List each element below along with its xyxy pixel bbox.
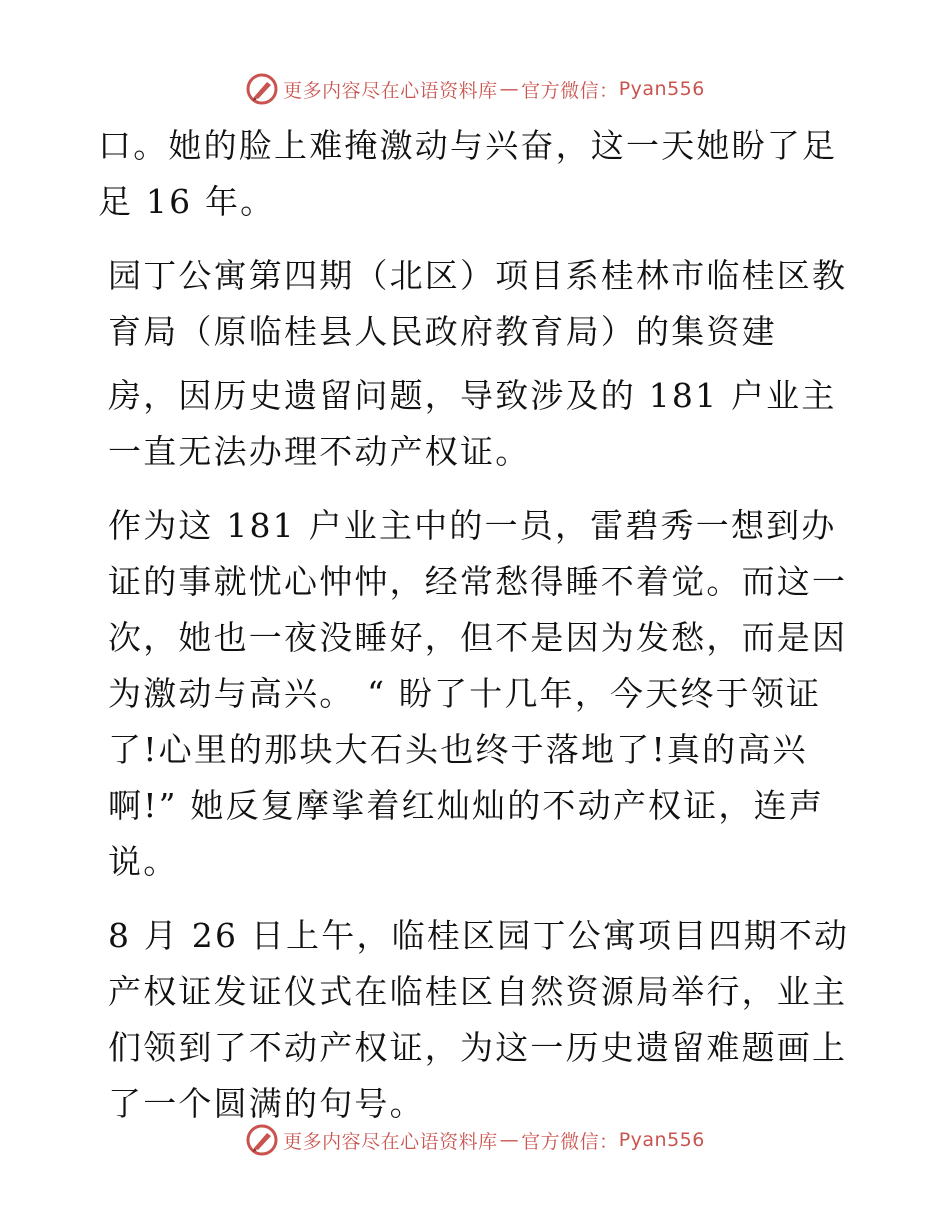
watermark-separator: — — [499, 78, 520, 100]
pen-logo-icon — [245, 1123, 279, 1157]
watermark-text: 更多内容尽在心语资料库 — [283, 79, 498, 102]
watermark-separator: — — [499, 1129, 520, 1151]
header-watermark — [0, 72, 950, 106]
paragraph-5: 8 月 26 日上午，临桂区园丁公寓项目四期不动产权证发证仪式在临桂区自然资源局举行，业主们领到了不动产权证，为这一历史遗留难题画上了一个圆满的句号。 — [108, 916, 850, 1123]
watermark-handle: Pyan556 — [618, 78, 705, 100]
watermark-label: 官方微信： — [521, 79, 619, 102]
watermark-label: 官方微信： — [521, 1130, 619, 1153]
watermark-handle: Pyan556 — [618, 1129, 705, 1151]
footer-watermark — [0, 1123, 950, 1157]
paragraph-1: 口。她的脸上难掩激动与兴奋，这一天她盼了足足 16 年。 — [98, 126, 838, 221]
paragraph-2: 园丁公寓第四期（北区）项目系桂林市临桂区教育局（原临桂县人民政府教育局）的集资建 — [108, 256, 848, 351]
paragraph-3: 房，因历史遗留问题，导致涉及的 181 户业主一直无法办理不动产权证。 — [108, 376, 837, 471]
watermark-text: 更多内容尽在心语资料库 — [283, 1130, 498, 1153]
paragraph-4: 作为这 181 户业主中的一员，雷碧秀一想到办证的事就忧心忡忡，经常愁得睡不着觉。而这一次，她也一夜没睡好，但不是因为发愁，而是因为激动与高兴。 “ 盼了十几年，今天终于领证了!心里的那块大石头也终于落地了!真的高兴啊!” 她反复摩挲着红灿灿的不动产权证，连声说。 — [108, 506, 848, 881]
document-body — [98, 118, 858, 1150]
pen-logo-icon — [245, 72, 279, 106]
